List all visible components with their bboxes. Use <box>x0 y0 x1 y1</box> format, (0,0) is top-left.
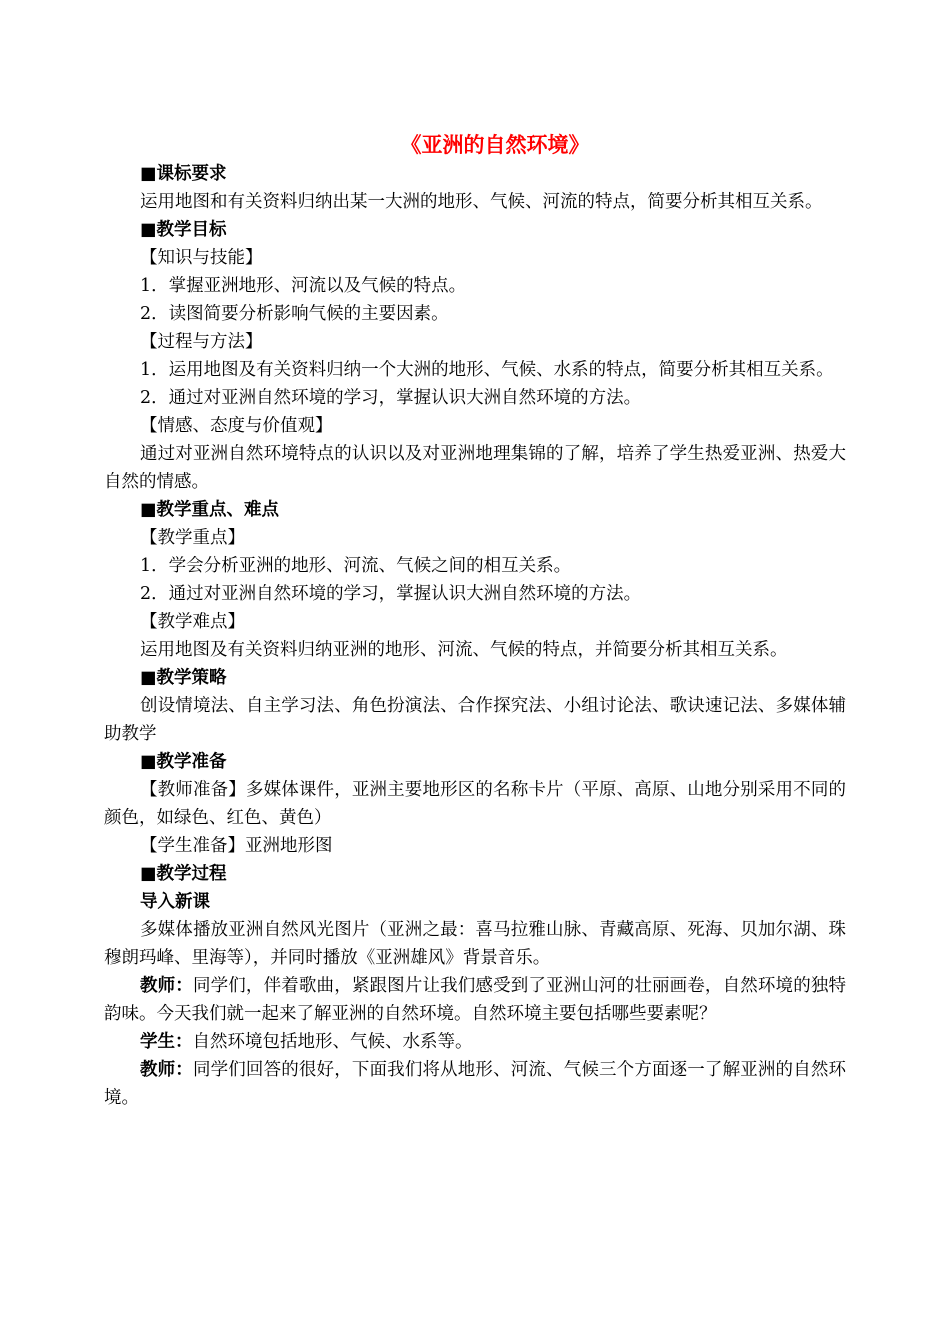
list-item: 1．掌握亚洲地形、河流以及气候的特点。 <box>140 276 467 296</box>
list-item: 1．学会分析亚洲的地形、河流、气候之间的相互关系。 <box>140 556 572 576</box>
section-heading-strategy: ■教学策略 <box>140 668 227 688</box>
subheading: 【教学重点】 <box>140 528 245 548</box>
document-body <box>104 160 846 1112</box>
section-heading-key-points: ■教学重点、难点 <box>140 500 280 520</box>
dialogue-student <box>104 1028 846 1056</box>
paragraph: 多媒体播放亚洲自然风光图片（亚洲之最：喜马拉雅山脉、青藏高原、死海、贝加尔湖、珠穆朗玛峰、里海等），并同时播放《亚洲雄风》背景音乐。 <box>104 920 846 968</box>
speaker-label: 教师： <box>140 1060 193 1080</box>
paragraph: 创设情境法、自主学习法、角色扮演法、合作探究法、小组讨论法、歌诀速记法、多媒体辅助教学 <box>104 696 846 744</box>
list-item: 2．通过对亚洲自然环境的学习，掌握认识大洲自然环境的方法。 <box>140 584 642 604</box>
dialogue-text: 自然环境包括地形、气候、水系等。 <box>192 1032 473 1052</box>
subheading: 【教学难点】 <box>140 612 245 632</box>
speaker-label: 学生： <box>140 1032 193 1052</box>
list-item: 2．读图简要分析影响气候的主要因素。 <box>140 304 449 324</box>
list-item: 1．运用地图及有关资料归纳一个大洲的地形、气候、水系的特点，简要分析其相互关系。 <box>140 360 834 380</box>
list-item: 2．通过对亚洲自然环境的学习，掌握认识大洲自然环境的方法。 <box>140 388 642 408</box>
section-heading-goals: ■教学目标 <box>140 220 227 240</box>
subheading: 【知识与技能】 <box>140 248 263 268</box>
subheading: 【过程与方法】 <box>140 332 263 352</box>
paragraph: 【教师准备】多媒体课件，亚洲主要地形区的名称卡片（平原、高原、山地分别采用不同的颜色，如绿色、红色、黄色） <box>104 780 846 828</box>
dialogue-text: 同学们回答的很好，下面我们将从地形、河流、气候三个方面逐一了解亚洲的自然环境。 <box>104 1060 847 1108</box>
paragraph: 【学生准备】亚洲地形图 <box>140 836 333 856</box>
dialogue-teacher <box>104 1056 846 1112</box>
subheading-intro: 导入新课 <box>140 892 210 912</box>
subheading: 【情感、态度与价值观】 <box>140 416 333 436</box>
document-title: 《亚洲的自然环境》 <box>400 133 590 157</box>
section-heading-preparation: ■教学准备 <box>140 752 227 772</box>
dialogue-text: 同学们，伴着歌曲，紧跟图片让我们感受到了亚洲山河的壮丽画卷，自然环境的独特韵味。今天我们就一起来了解亚洲的自然环境。自然环境主要包括哪些要素呢？ <box>104 976 847 1024</box>
paragraph: 运用地图及有关资料归纳亚洲的地形、河流、气候的特点，并简要分析其相互关系。 <box>140 640 788 660</box>
section-heading-curriculum: ■课标要求 <box>140 164 227 184</box>
paragraph: 通过对亚洲自然环境特点的认识以及对亚洲地理集锦的了解，培养了学生热爱亚洲、热爱大自然的情感。 <box>104 444 846 492</box>
section-heading-process: ■教学过程 <box>140 864 227 884</box>
dialogue-teacher <box>104 972 846 1028</box>
paragraph: 运用地图和有关资料归纳出某一大洲的地形、气候、河流的特点，简要分析其相互关系。 <box>140 192 823 212</box>
speaker-label: 教师： <box>140 976 193 996</box>
